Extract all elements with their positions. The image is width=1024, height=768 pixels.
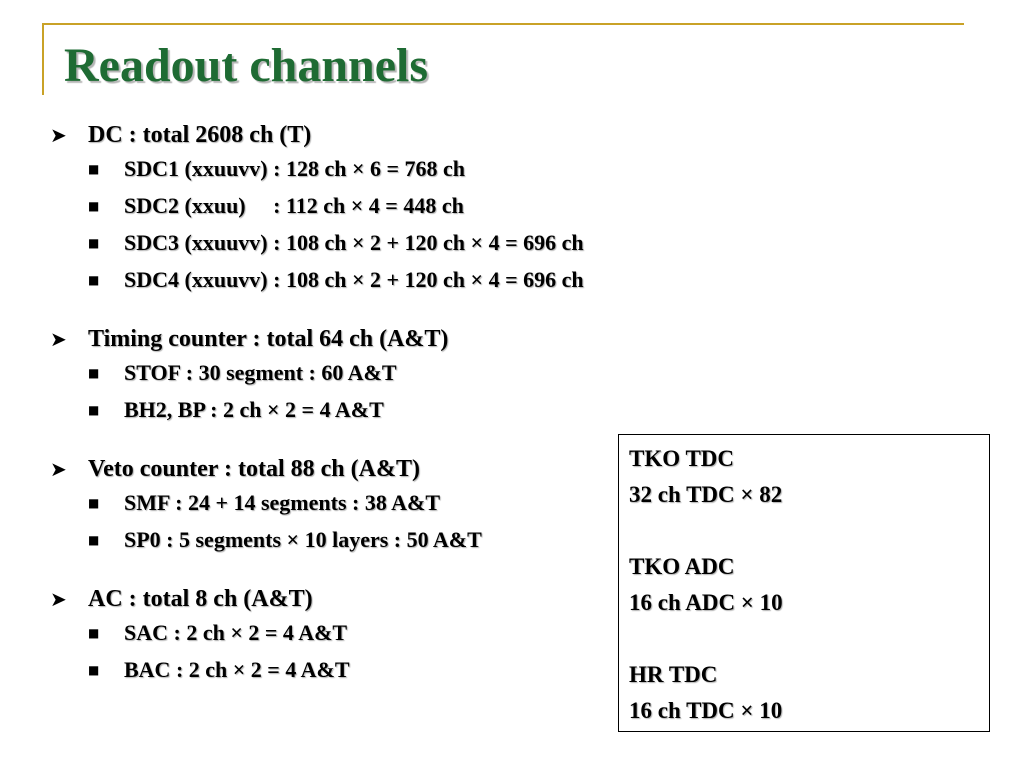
list-item: [88, 226, 610, 263]
box-line: HR TDC: [629, 662, 718, 687]
heading-text: AC : total 8 ch (A&T): [88, 586, 313, 612]
square-bullet-icon: ■: [88, 273, 100, 287]
box-line: TKO TDC: [629, 446, 735, 471]
arrow-bullet-icon: ➤: [50, 123, 67, 147]
group-ac: [50, 582, 610, 690]
item-text: SP0 : 5 segments × 10 layers : 50 A&T: [124, 527, 482, 552]
group-veto-counter: [50, 452, 610, 560]
square-bullet-icon: ■: [88, 199, 100, 213]
box-spacer: [629, 513, 979, 549]
list-item: [88, 152, 610, 189]
item-text: SDC4 (xxuuvv) : 108 ch × 2 + 120 ch × 4 = 696 ch: [124, 267, 584, 292]
square-bullet-icon: ■: [88, 626, 100, 640]
box-line: 32 ch TDC × 82: [629, 482, 783, 507]
list-item: [88, 189, 610, 226]
heading-text: DC : total 2608 ch (T): [88, 122, 312, 148]
accent-line-horizontal: [42, 23, 964, 25]
group-heading: [50, 582, 610, 616]
box-line: 16 ch ADC × 10: [629, 590, 783, 615]
square-bullet-icon: ■: [88, 366, 100, 380]
square-bullet-icon: ■: [88, 496, 100, 510]
arrow-bullet-icon: ➤: [50, 327, 67, 351]
item-text: SDC3 (xxuuvv) : 108 ch × 2 + 120 ch × 4 = 696 ch: [124, 230, 584, 255]
list-item: [88, 653, 610, 690]
arrow-bullet-icon: ➤: [50, 587, 67, 611]
list-item: [88, 523, 610, 560]
item-text: STOF : 30 segment : 60 A&T: [124, 360, 397, 385]
arrow-bullet-icon: ➤: [50, 457, 67, 481]
bullet-list: [50, 118, 610, 712]
list-item: [88, 616, 610, 653]
box-spacer: [629, 621, 979, 657]
item-text: BAC : 2 ch × 2 = 4 A&T: [124, 657, 350, 682]
list-item: [88, 393, 610, 430]
box-line: TKO ADC: [629, 554, 735, 579]
item-text: SDC1 (xxuuvv) : 128 ch × 6 = 768 ch: [124, 156, 466, 181]
list-item: [88, 263, 610, 300]
list-item: [88, 356, 610, 393]
item-text: SMF : 24 + 14 segments : 38 A&T: [124, 490, 441, 515]
group-dc: [50, 118, 610, 300]
heading-text: Veto counter : total 88 ch (A&T): [88, 456, 420, 482]
item-text: SDC2 (xxuu) : 112 ch × 4 = 448 ch: [124, 193, 464, 218]
item-text: SAC : 2 ch × 2 = 4 A&T: [124, 620, 348, 645]
slide-title: Readout channels: [64, 39, 429, 92]
accent-line-vertical: [42, 23, 44, 95]
electronics-summary-box: [618, 434, 990, 732]
square-bullet-icon: ■: [88, 663, 100, 677]
square-bullet-icon: ■: [88, 162, 100, 176]
group-heading: [50, 452, 610, 486]
square-bullet-icon: ■: [88, 533, 100, 547]
square-bullet-icon: ■: [88, 403, 100, 417]
list-item: [88, 486, 610, 523]
group-heading: [50, 118, 610, 152]
group-timing-counter: [50, 322, 610, 430]
square-bullet-icon: ■: [88, 236, 100, 250]
item-text: BH2, BP : 2 ch × 2 = 4 A&T: [124, 397, 384, 422]
group-heading: [50, 322, 610, 356]
box-line: 16 ch TDC × 10: [629, 698, 783, 723]
heading-text: Timing counter : total 64 ch (A&T): [88, 326, 449, 352]
